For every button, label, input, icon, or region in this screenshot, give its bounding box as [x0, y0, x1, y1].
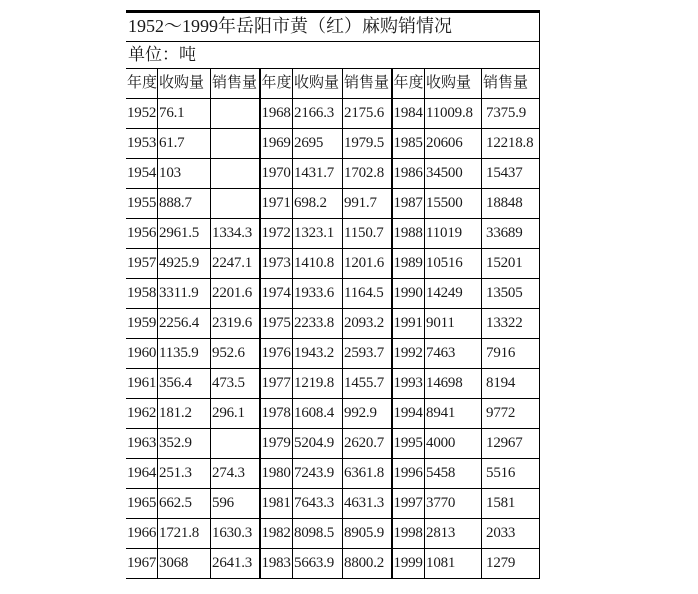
sales-cell-group-2: 992.9: [343, 399, 392, 429]
year-cell-group-2: 1982: [260, 519, 293, 549]
unit-label: 单位：吨: [126, 42, 540, 69]
year-cell-group-2: 1981: [260, 489, 293, 519]
sales-cell-group-2: 1702.8: [343, 159, 392, 189]
purchase-cell-group-1: 356.4: [158, 369, 211, 399]
purchase-cell-group-1: 2256.4: [158, 309, 211, 339]
purchase-cell-group-3: 3770: [425, 489, 482, 519]
sales-cell-group-1: [211, 129, 260, 159]
purchase-cell-group-1: 4925.9: [158, 249, 211, 279]
sales-cell-group-3: 2033: [482, 519, 540, 549]
purchase-cell-group-1: 3311.9: [158, 279, 211, 309]
year-cell-group-3: 1989: [392, 249, 425, 279]
year-cell-group-2: 1979: [260, 429, 293, 459]
year-cell-group-3: 1985: [392, 129, 425, 159]
purchase-cell-group-3: 4000: [425, 429, 482, 459]
sales-cell-group-1: 2319.6: [211, 309, 260, 339]
year-cell-group-2: 1978: [260, 399, 293, 429]
year-cell-group-1: 1955: [126, 189, 158, 219]
year-cell-group-1: 1960: [126, 339, 158, 369]
table-body: [126, 99, 540, 579]
year-cell-group-1: 1956: [126, 219, 158, 249]
year-cell-group-1: 1952: [126, 99, 158, 129]
purchase-cell-group-2: 7643.3: [293, 489, 343, 519]
sales-cell-group-3: 13505: [482, 279, 540, 309]
column-header-purchase-3: 收购量: [425, 69, 482, 99]
purchase-cell-group-2: 1410.8: [293, 249, 343, 279]
sales-cell-group-3: 8194: [482, 369, 540, 399]
column-header-sales-2: 销售量: [343, 69, 392, 99]
year-cell-group-3: 1998: [392, 519, 425, 549]
purchase-cell-group-2: 2233.8: [293, 309, 343, 339]
year-cell-group-3: 1997: [392, 489, 425, 519]
year-cell-group-3: 1986: [392, 159, 425, 189]
table-row: [126, 369, 540, 399]
purchase-cell-group-2: 7243.9: [293, 459, 343, 489]
year-cell-group-1: 1966: [126, 519, 158, 549]
table-row: [126, 519, 540, 549]
year-cell-group-2: 1975: [260, 309, 293, 339]
purchase-cell-group-3: 7463: [425, 339, 482, 369]
sales-cell-group-3: 15201: [482, 249, 540, 279]
table-row: [126, 219, 540, 249]
year-cell-group-1: 1967: [126, 549, 158, 579]
purchase-cell-group-1: 61.7: [158, 129, 211, 159]
table-row: [126, 279, 540, 309]
sales-cell-group-2: 6361.8: [343, 459, 392, 489]
year-cell-group-1: 1963: [126, 429, 158, 459]
year-cell-group-3: 1987: [392, 189, 425, 219]
purchase-cell-group-3: 20606: [425, 129, 482, 159]
year-cell-group-3: 1993: [392, 369, 425, 399]
column-header-sales-3: 销售量: [482, 69, 540, 99]
purchase-cell-group-1: 251.3: [158, 459, 211, 489]
sales-cell-group-2: 991.7: [343, 189, 392, 219]
sales-cell-group-1: 952.6: [211, 339, 260, 369]
sales-cell-group-3: 15437: [482, 159, 540, 189]
purchase-cell-group-1: 3068: [158, 549, 211, 579]
column-header-sales-1: 销售量: [211, 69, 260, 99]
sales-cell-group-2: 1455.7: [343, 369, 392, 399]
table-row: [126, 309, 540, 339]
purchase-cell-group-1: 1135.9: [158, 339, 211, 369]
sales-cell-group-1: 2641.3: [211, 549, 260, 579]
sales-cell-group-2: 8800.2: [343, 549, 392, 579]
purchase-cell-group-1: 181.2: [158, 399, 211, 429]
sales-cell-group-1: [211, 429, 260, 459]
sales-cell-group-2: 8905.9: [343, 519, 392, 549]
column-header-year-2: 年度: [260, 69, 293, 99]
purchase-cell-group-3: 2813: [425, 519, 482, 549]
purchase-cell-group-2: 1933.6: [293, 279, 343, 309]
sales-cell-group-1: [211, 99, 260, 129]
sales-cell-group-3: 7375.9: [482, 99, 540, 129]
year-cell-group-3: 1988: [392, 219, 425, 249]
sales-cell-group-3: 13322: [482, 309, 540, 339]
year-cell-group-1: 1962: [126, 399, 158, 429]
year-cell-group-3: 1995: [392, 429, 425, 459]
table-row: [126, 459, 540, 489]
purchase-cell-group-2: 8098.5: [293, 519, 343, 549]
unit-row: [126, 42, 540, 69]
table-row: [126, 129, 540, 159]
year-cell-group-2: 1968: [260, 99, 293, 129]
purchase-cell-group-3: 9011: [425, 309, 482, 339]
purchase-cell-group-1: 352.9: [158, 429, 211, 459]
sales-cell-group-2: 2093.2: [343, 309, 392, 339]
purchase-cell-group-1: 76.1: [158, 99, 211, 129]
purchase-cell-group-2: 1608.4: [293, 399, 343, 429]
year-cell-group-2: 1977: [260, 369, 293, 399]
purchase-cell-group-3: 14249: [425, 279, 482, 309]
sales-cell-group-1: 1334.3: [211, 219, 260, 249]
year-cell-group-1: 1957: [126, 249, 158, 279]
sales-cell-group-1: 296.1: [211, 399, 260, 429]
purchase-cell-group-2: 698.2: [293, 189, 343, 219]
table-row: [126, 489, 540, 519]
year-cell-group-1: 1953: [126, 129, 158, 159]
sales-cell-group-1: [211, 189, 260, 219]
year-cell-group-3: 1992: [392, 339, 425, 369]
year-cell-group-1: 1961: [126, 369, 158, 399]
year-cell-group-3: 1996: [392, 459, 425, 489]
year-cell-group-2: 1969: [260, 129, 293, 159]
sales-cell-group-1: 2247.1: [211, 249, 260, 279]
sales-cell-group-3: 33689: [482, 219, 540, 249]
sales-cell-group-1: 2201.6: [211, 279, 260, 309]
year-cell-group-3: 1990: [392, 279, 425, 309]
year-cell-group-3: 1994: [392, 399, 425, 429]
column-header-year-3: 年度: [392, 69, 425, 99]
purchase-cell-group-2: 5663.9: [293, 549, 343, 579]
sales-cell-group-1: 1630.3: [211, 519, 260, 549]
purchase-cell-group-2: 2695: [293, 129, 343, 159]
sales-cell-group-2: 1201.6: [343, 249, 392, 279]
table-row: [126, 549, 540, 579]
sales-cell-group-3: 1581: [482, 489, 540, 519]
sales-cell-group-3: 5516: [482, 459, 540, 489]
purchase-cell-group-1: 1721.8: [158, 519, 211, 549]
sales-cell-group-2: 2620.7: [343, 429, 392, 459]
sales-cell-group-3: 7916: [482, 339, 540, 369]
table-row: [126, 429, 540, 459]
purchase-cell-group-3: 15500: [425, 189, 482, 219]
sales-cell-group-3: 1279: [482, 549, 540, 579]
year-cell-group-1: 1954: [126, 159, 158, 189]
year-cell-group-2: 1974: [260, 279, 293, 309]
purchase-cell-group-2: 1323.1: [293, 219, 343, 249]
purchase-cell-group-3: 10516: [425, 249, 482, 279]
title-row: [126, 12, 540, 42]
purchase-cell-group-2: 1943.2: [293, 339, 343, 369]
purchase-cell-group-3: 5458: [425, 459, 482, 489]
purchase-cell-group-1: 103: [158, 159, 211, 189]
year-cell-group-3: 1999: [392, 549, 425, 579]
sales-cell-group-2: 2175.6: [343, 99, 392, 129]
sales-cell-group-2: 2593.7: [343, 339, 392, 369]
table-row: [126, 249, 540, 279]
table-row: [126, 339, 540, 369]
year-cell-group-2: 1973: [260, 249, 293, 279]
year-cell-group-3: 1984: [392, 99, 425, 129]
year-cell-group-2: 1970: [260, 159, 293, 189]
purchase-cell-group-3: 1081: [425, 549, 482, 579]
purchase-cell-group-1: 2961.5: [158, 219, 211, 249]
header-row: [126, 69, 540, 99]
table-row: [126, 159, 540, 189]
sales-cell-group-2: 4631.3: [343, 489, 392, 519]
column-header-purchase-2: 收购量: [293, 69, 343, 99]
jute-purchase-sales-table: [126, 10, 540, 579]
sales-cell-group-3: 12218.8: [482, 129, 540, 159]
sales-cell-group-2: 1979.5: [343, 129, 392, 159]
table-row: [126, 189, 540, 219]
column-header-purchase-1: 收购量: [158, 69, 211, 99]
sales-cell-group-3: 18848: [482, 189, 540, 219]
sales-cell-group-1: 473.5: [211, 369, 260, 399]
sales-cell-group-1: [211, 159, 260, 189]
year-cell-group-1: 1959: [126, 309, 158, 339]
year-cell-group-2: 1976: [260, 339, 293, 369]
sales-cell-group-3: 12967: [482, 429, 540, 459]
purchase-cell-group-1: 888.7: [158, 189, 211, 219]
sales-cell-group-2: 1150.7: [343, 219, 392, 249]
table-title: 1952～1999年岳阳市黄（红）麻购销情况: [126, 12, 540, 42]
sales-cell-group-3: 9772: [482, 399, 540, 429]
year-cell-group-2: 1983: [260, 549, 293, 579]
sales-cell-group-2: 1164.5: [343, 279, 392, 309]
purchase-cell-group-3: 34500: [425, 159, 482, 189]
purchase-cell-group-2: 1431.7: [293, 159, 343, 189]
sales-cell-group-1: 596: [211, 489, 260, 519]
year-cell-group-2: 1980: [260, 459, 293, 489]
year-cell-group-2: 1971: [260, 189, 293, 219]
table-row: [126, 99, 540, 129]
year-cell-group-1: 1958: [126, 279, 158, 309]
purchase-cell-group-3: 14698: [425, 369, 482, 399]
purchase-cell-group-3: 11019: [425, 219, 482, 249]
column-header-year-1: 年度: [126, 69, 158, 99]
sales-cell-group-1: 274.3: [211, 459, 260, 489]
purchase-cell-group-1: 662.5: [158, 489, 211, 519]
purchase-cell-group-2: 1219.8: [293, 369, 343, 399]
year-cell-group-1: 1965: [126, 489, 158, 519]
purchase-cell-group-2: 5204.9: [293, 429, 343, 459]
purchase-cell-group-3: 11009.8: [425, 99, 482, 129]
year-cell-group-1: 1964: [126, 459, 158, 489]
purchase-cell-group-2: 2166.3: [293, 99, 343, 129]
year-cell-group-2: 1972: [260, 219, 293, 249]
year-cell-group-3: 1991: [392, 309, 425, 339]
purchase-cell-group-3: 8941: [425, 399, 482, 429]
table-row: [126, 399, 540, 429]
